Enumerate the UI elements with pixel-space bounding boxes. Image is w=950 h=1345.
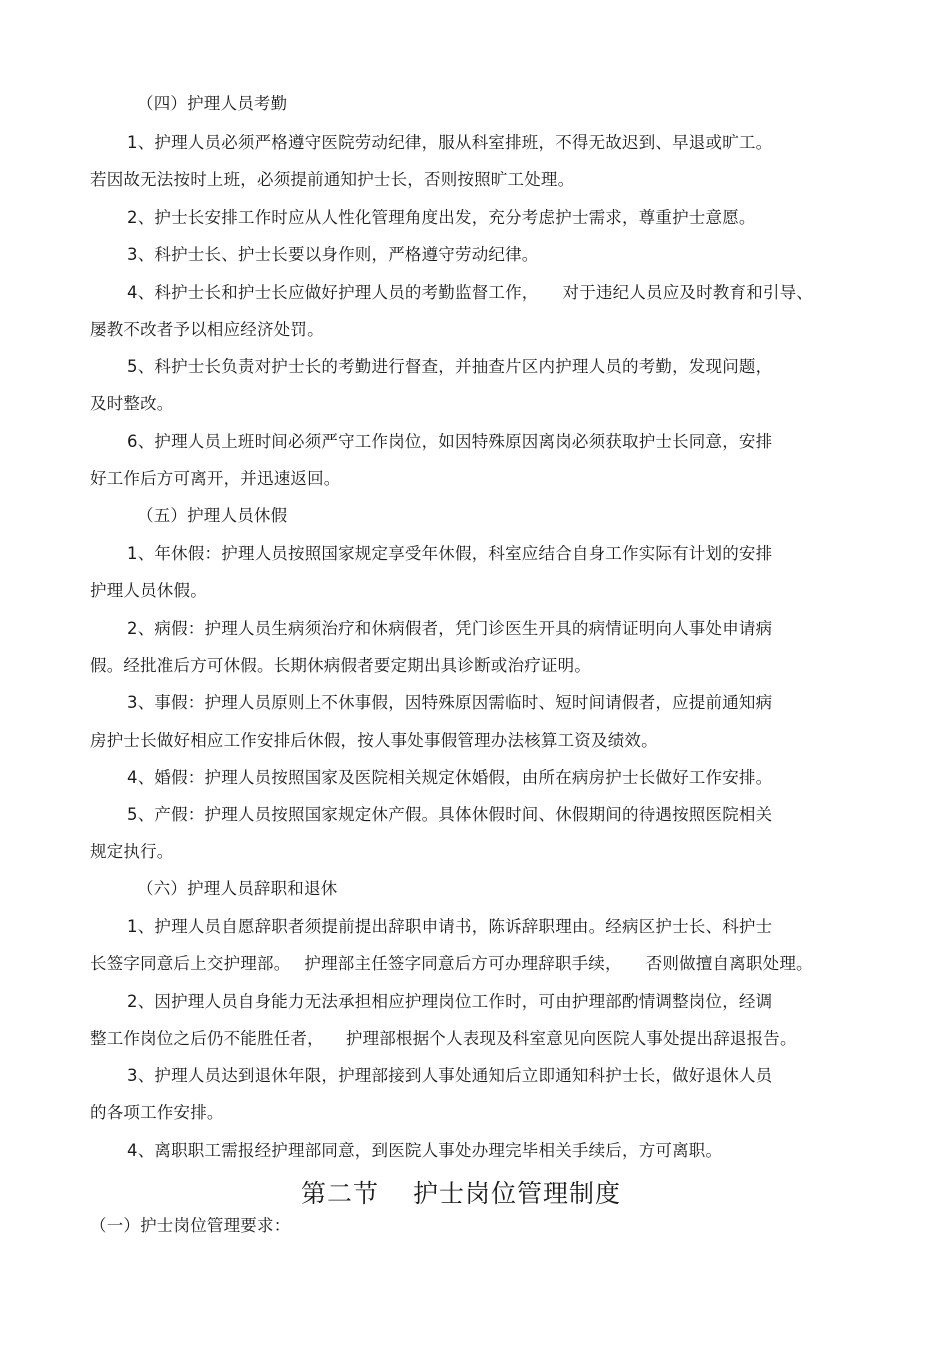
- paragraph-line: 假。经批准后方可休假。长期休病假者要定期出具诊断或治疗证明。: [90, 656, 591, 675]
- paragraph-line: 1、年休假：护理人员按照国家规定享受年休假，科室应结合自身工作实际有计划的安排: [127, 544, 773, 563]
- paragraph-line: 3、科护士长、护士长要以身作则，严格遵守劳动纪律。: [127, 245, 539, 264]
- paragraph-line: 3、事假：护理人员原则上不休事假，因特殊原因需临时、短时间请假者，应提前通知病: [127, 693, 773, 712]
- paragraph-line: [127, 281, 813, 305]
- paragraph-line: 4、离职职工需报经护理部同意，到医院人事处办理完毕相关手续后，方可离职。: [127, 1141, 723, 1160]
- section-title-number: 第二节: [301, 1179, 380, 1208]
- paragraph-fragment: 整工作岗位之后仍不能胜任者，: [90, 1029, 324, 1048]
- paragraph-line: 1、护理人员自愿辞职者须提前提出辞职申请书，陈诉辞职理由。经病区护士长、科护士: [127, 917, 773, 936]
- paragraph-line: 的各项工作安排。: [90, 1103, 224, 1122]
- section-heading-attendance: （四）护理人员考勤: [137, 94, 288, 113]
- paragraph-line: 2、因护理人员自身能力无法承担相应护理岗位工作时，可由护理部酌情调整岗位，经调: [127, 992, 773, 1011]
- section-title: [301, 1176, 621, 1212]
- paragraph-line: 房护士长做好相应工作安排后休假，按人事处事假管理办法核算工资及绩效。: [90, 731, 658, 750]
- paragraph-fragment: 长签字同意后上交护理部。: [90, 954, 291, 973]
- paragraph-fragment: 对于违纪人员应及时教育和引导、: [562, 283, 813, 302]
- paragraph-line: 护理人员休假。: [90, 581, 207, 600]
- section-heading-resignation: （六）护理人员辞职和退休: [137, 879, 338, 898]
- paragraph-line: 若因故无法按时上班，必须提前通知护士长，否则按照旷工处理。: [90, 170, 575, 189]
- paragraph-line: 6、护理人员上班时间必须严守工作岗位，如因特殊原因离岗必须获取护士长同意，安排: [127, 432, 773, 451]
- paragraph-fragment: 4、科护士长和护士长应做好护理人员的考勤监督工作，: [127, 283, 539, 302]
- paragraph-line: 屡教不改者予以相应经济处罚。: [90, 320, 324, 339]
- paragraph-line: 5、产假：护理人员按照国家规定休产假。具体休假时间、休假期间的待遇按照医院相关: [127, 805, 773, 824]
- paragraph-line: 5、科护士长负责对护士长的考勤进行督查，并抽查片区内护理人员的考勤，发现问题，: [127, 357, 773, 376]
- paragraph-line: [90, 1027, 797, 1051]
- paragraph-line: 2、病假：护理人员生病须治疗和休病假者，凭门诊医生开具的病情证明向人事处申请病: [127, 619, 773, 638]
- paragraph-line: 好工作后方可离开，并迅速返回。: [90, 469, 341, 488]
- subsection-heading: （一）护士岗位管理要求：: [90, 1216, 291, 1235]
- paragraph-fragment: 否则做擅自离职处理。: [645, 954, 813, 973]
- paragraph-line: 2、护士长安排工作时应从人性化管理角度出发，充分考虑护士需求，尊重护士意愿。: [127, 208, 756, 227]
- paragraph-line: 及时整改。: [90, 394, 174, 413]
- section-heading-leave: （五）护理人员休假: [137, 506, 288, 525]
- paragraph-line: 1、护理人员必须严格遵守医院劳动纪律，服从科室排班，不得无故迟到、早退或旷工。: [127, 133, 773, 152]
- paragraph-line: [90, 952, 813, 976]
- paragraph-line: 4、婚假：护理人员按照国家及医院相关规定休婚假，由所在病房护士长做好工作安排。: [127, 768, 773, 787]
- paragraph-line: 规定执行。: [90, 842, 174, 861]
- paragraph-line: 3、护理人员达到退休年限，护理部接到人事处通知后立即通知科护士长，做好退休人员: [127, 1066, 773, 1085]
- paragraph-fragment: 护理部根据个人表现及科室意见向医院人事处提出辞退报告。: [345, 1029, 797, 1048]
- section-title-text: 护士岗位管理制度: [413, 1179, 622, 1208]
- paragraph-fragment: 护理部主任签字同意后方可办理辞职手续，: [304, 954, 622, 973]
